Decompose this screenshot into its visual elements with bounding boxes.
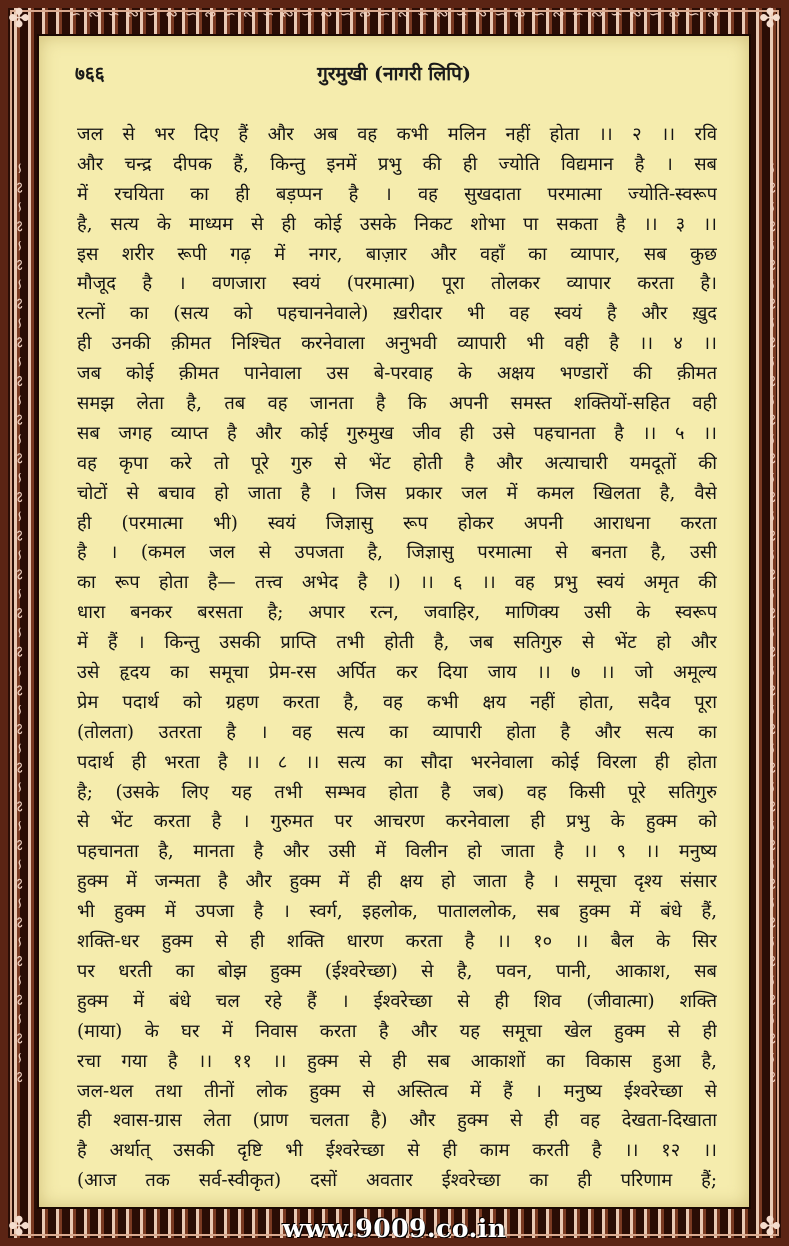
- running-title: गुरमुखी (नागरी लिपि): [317, 63, 471, 85]
- text-line: ही (परमात्मा भी) स्वयं जिज्ञासु रूप होकर अपनी आराधना करता: [77, 512, 717, 534]
- body-text: [77, 120, 717, 1196]
- text-line: जब कोई क़ीमत पानेवाला उस बे-परवाह के अक्षय भण्डारों की क़ीमत: [77, 363, 717, 385]
- text-line: ही उनकी क़ीमत निश्चित करनेवाला अनुभवी व्यापारी भी वही है ।। ४ ।।: [77, 333, 717, 355]
- text-line: में हैं । किन्तु उसकी प्राप्ति तभी होती है, जब सतिगुरु से भेंट हो और: [77, 632, 717, 654]
- text-line: मौजूद है । वणजारा स्वयं (परमात्मा) पूरा तोलकर व्यापार करता है।: [77, 273, 717, 295]
- text-line: है, सत्य के माध्यम से ही कोई उसके निकट शोभा पा सकता है ।। ३ ।।: [77, 213, 717, 235]
- text-line: रचा गया है ।। ११ ।। हुक्म से ही सब आकाशों का विकास हुआ है,: [77, 1050, 717, 1072]
- page-header: [39, 36, 749, 96]
- ornament-right: ∽ ∾ ∽ ∾ ∽ ∾ ∽ ∾ ∽ ∾ ∽ ∾ ∽ ∾ ∽ ∾ ∽ ∾ ∽ ∾ ∽ ∾ ∽ ∾ ∽ ∾ ∽ ∾ ∽ ∾ ∽ ∾ ∽ ∾ ∽ ∾ ∽ ∾ ∽ ∾ ∽ ∾ ∽ ∾ ∽ ∾ ∽ ∾: [764, 161, 782, 1085]
- text-line: (माया) के घर में निवास करता है और यह समूचा खेल हुक्म से ही: [77, 1020, 717, 1042]
- text-line: है; (उसके लिए यह तभी सम्भव होता है जब) वह किसी पूरे सतिगुरु: [77, 781, 717, 803]
- text-line: में रचयिता का ही बड़प्पन है । वह सुखदाता परमात्मा ज्योति-स्वरूप: [77, 183, 717, 205]
- text-line: समझ लेता है, तब वह जानता है कि अपनी समस्त शक्तियों-सहित वही: [77, 393, 717, 415]
- text-line: और चन्द्र दीपक हैं, किन्तु इनमें प्रभु की ही ज्योति विद्यमान है । सब: [77, 153, 717, 175]
- ornament-top: ∽ ∾ ∽ ∾ ∽ ∾ ∽ ∾ ∽ ∾ ∽ ∾ ∽ ∾ ∽ ∾ ∽ ∾ ∽ ∾ ∽ ∾ ∽ ∾ ∽ ∾ ∽ ∾ ∽ ∾ ∽ ∾ ∽ ∾: [68, 5, 721, 23]
- text-line: इस शरीर रूपी गढ़ में नगर, बाज़ार और वहाँ का व्यापार, सब कुछ: [77, 243, 717, 265]
- text-line: रत्नों का (सत्य को पहचाननेवाले) ख़रीदार भी वह स्वयं है और ख़ुद: [77, 303, 717, 325]
- text-line: उसे हृदय का समूचा प्रेम-रस अर्पित कर दिया जाय ।। ७ ।। जो अमूल्य: [77, 662, 717, 684]
- text-line: ही श्वास-ग्रास लेता (प्राण चलता है) और हुक्म से ही वह देखता-दिखाता: [77, 1110, 717, 1132]
- book-page: [37, 34, 751, 1209]
- site-watermark: www.9009.co.in: [282, 1214, 507, 1243]
- text-line: धारा बनकर बरसता है; अपार रत्न, जवाहिर, माणिक्य उसी के स्वरूप: [77, 602, 717, 624]
- corner-ornament-icon: ✤: [759, 4, 781, 34]
- text-line: भी हुक्म में उपजा है । स्वर्ग, इहलोक, पाताललोक, सब हुक्म में बंधे हैं,: [77, 901, 717, 923]
- text-line: शक्ति-धर हुक्म से ही शक्ति धारण करता है ।। १० ।। बैल के सिर: [77, 931, 717, 953]
- text-line: हुक्म में जन्मता है और हुक्म में ही क्षय हो जाता है । समूचा दृश्य संसार: [77, 871, 717, 893]
- text-line: सब जगह व्याप्त है और कोई गुरुमुख जीव ही उसे पहचानता है ।। ५ ।।: [77, 422, 717, 444]
- corner-ornament-icon: ✤: [8, 1212, 30, 1242]
- text-line: का रूप होता है— तत्त्व अभेद है ।) ।। ६ ।। वह प्रभु स्वयं अमृत की: [77, 572, 717, 594]
- text-line: प्रेम पदार्थ को ग्रहण करता है, वह कभी क्षय नहीं होता, सदैव पूरा: [77, 691, 717, 713]
- text-line: जल से भर दिए हैं और अब वह कभी मलिन नहीं होता ।। २ ।। रवि: [77, 124, 717, 145]
- text-line: (आज तक सर्व-स्वीकृत) दसों अवतार ईश्वरेच्छा का ही परिणाम हैं;: [77, 1170, 717, 1192]
- corner-ornament-icon: ✤: [759, 1212, 781, 1242]
- text-line: जल-थल तथा तीनों लोक हुक्म से अस्तित्व में हैं । मनुष्य ईश्वरेच्छा से: [77, 1080, 717, 1102]
- page-number: ७६६: [75, 63, 105, 85]
- text-line: हुक्म में बंधे चल रहे हैं । ईश्वरेच्छा से ही शिव (जीवात्मा) शक्ति: [77, 990, 717, 1012]
- text-line: पहचानता है, मानता है और उसी में विलीन हो जाता है ।। ९ ।। मनुष्य: [77, 841, 717, 863]
- text-line: (तोलता) उतरता है । वह सत्य का व्यापारी होता है और सत्य का: [77, 721, 717, 743]
- corner-ornament-icon: ✤: [8, 4, 30, 34]
- text-line: पदार्थ ही भरता है ।। ८ ।। सत्य का सौदा भरनेवाला कोई विरला ही होता: [77, 751, 717, 773]
- text-line: है । (कमल जल से उपजता है, जिज्ञासु परमात्मा से बनता है, उसी: [77, 542, 717, 564]
- text-line: से भेंट करता है । गुरुमत पर आचरण करनेवाला ही प्रभु के हुक्म को: [77, 811, 717, 833]
- text-line: चोटों से बचाव हो जाता है । जिस प्रकार जल में कमल खिलता है, वैसे: [77, 482, 717, 504]
- text-line: वह कृपा करे तो पूरे गुरु से भेंट होती है और अत्याचारी यमदूतों की: [77, 452, 717, 474]
- text-line: है अर्थात् उसकी दृष्टि भी ईश्वरेच्छा से ही काम करती है ।। १२ ।।: [77, 1140, 717, 1162]
- text-line: पर धरती का बोझ हुक्म (ईश्वरेच्छा) से है, पवन, पानी, आकाश, सब: [77, 960, 717, 982]
- ornament-left: ∽ ∾ ∽ ∾ ∽ ∾ ∽ ∾ ∽ ∾ ∽ ∾ ∽ ∾ ∽ ∾ ∽ ∾ ∽ ∾ ∽ ∾ ∽ ∾ ∽ ∾ ∽ ∾ ∽ ∾ ∽ ∾ ∽ ∾ ∽ ∾ ∽ ∾ ∽ ∾ ∽ ∾ ∽ ∾ ∽ ∾ ∽ ∾: [11, 161, 29, 1085]
